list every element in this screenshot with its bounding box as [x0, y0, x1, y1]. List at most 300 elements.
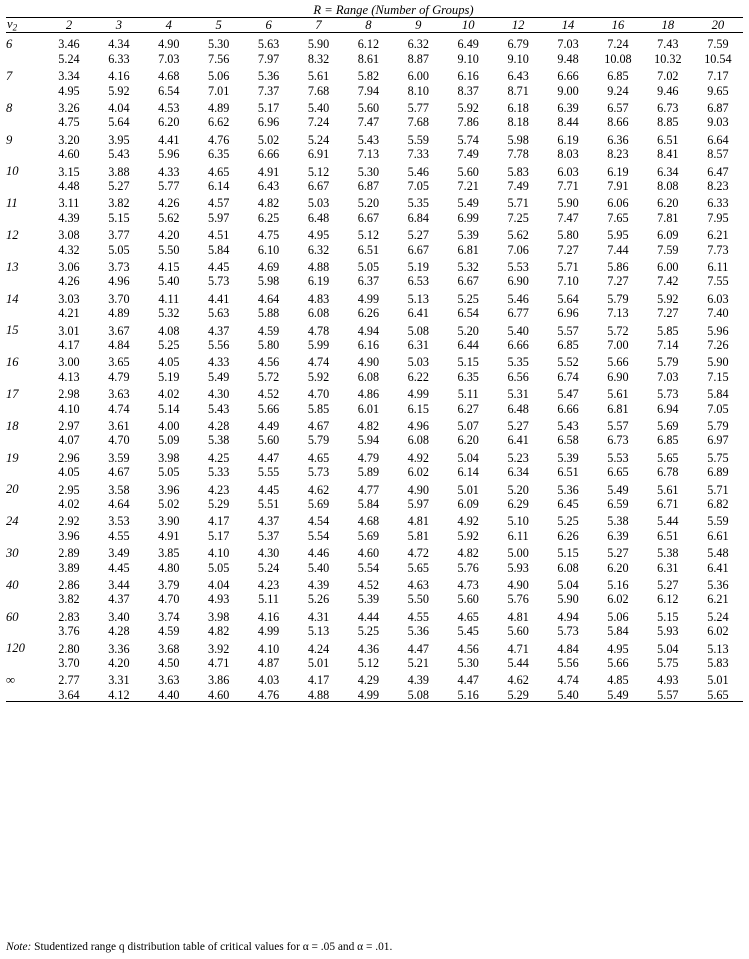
- cell-alpha05: 5.53: [507, 259, 529, 274]
- table-row: [6, 669, 743, 687]
- cell-alpha01: 6.08: [407, 433, 429, 448]
- cell-alpha05: 3.26: [58, 100, 80, 115]
- cell-alpha05: 4.86: [357, 387, 380, 402]
- cell-alpha01: 5.84: [208, 242, 230, 257]
- cell-alpha01: 3.64: [58, 687, 80, 702]
- cell-alpha01: 8.23: [607, 147, 629, 162]
- cell-alpha05: 6.19: [607, 164, 629, 179]
- cell-alpha01: 4.99: [257, 624, 280, 639]
- column-header-10: 10: [461, 17, 475, 32]
- cell-alpha01: 5.05: [208, 560, 230, 575]
- cell-alpha01: 6.74: [557, 369, 579, 384]
- cell-alpha05: 5.53: [607, 450, 629, 465]
- cell-alpha01: 9.65: [707, 83, 729, 98]
- cell-alpha05: 6.03: [557, 164, 579, 179]
- cell-alpha05: 3.61: [108, 418, 130, 433]
- cell-alpha01: 5.69: [357, 528, 380, 543]
- cell-alpha05: 4.16: [257, 609, 280, 624]
- cell-alpha05: 5.36: [557, 482, 579, 497]
- cell-alpha01: 6.87: [357, 178, 380, 193]
- table-row: [6, 33, 743, 51]
- cell-alpha05: 5.20: [507, 482, 529, 497]
- cell-alpha05: 4.56: [457, 641, 479, 656]
- cell-alpha05: 4.77: [357, 482, 380, 497]
- cell-alpha01: 6.02: [607, 592, 629, 607]
- cell-alpha05: 6.79: [507, 37, 529, 52]
- cell-alpha01: 4.60: [58, 147, 80, 162]
- cell-alpha01: 5.14: [158, 401, 180, 416]
- cell-alpha01: 5.54: [357, 560, 380, 575]
- cell-alpha05: 5.30: [357, 164, 380, 179]
- cell-alpha01: 5.57: [657, 687, 679, 702]
- cell-alpha05: 3.79: [158, 577, 180, 592]
- cell-alpha01: 9.48: [557, 51, 579, 66]
- row-df-label: 18: [6, 418, 19, 433]
- df-subscript: 2: [12, 22, 18, 33]
- cell-alpha05: 3.20: [58, 132, 80, 147]
- cell-alpha01: 7.42: [657, 274, 679, 289]
- cell-alpha01: 8.66: [607, 115, 629, 130]
- cell-alpha05: 4.45: [208, 259, 230, 274]
- column-header-12: 12: [511, 17, 525, 32]
- cell-alpha01: 7.71: [557, 178, 579, 193]
- table-top-header-row: [6, 4, 743, 17]
- cell-alpha01: 6.51: [657, 528, 679, 543]
- cell-alpha05: 4.34: [108, 37, 130, 52]
- cell-alpha01: 10.54: [704, 51, 732, 66]
- column-header-6: 6: [265, 17, 272, 32]
- cell-alpha05: 4.52: [257, 387, 280, 402]
- table-row: [6, 146, 743, 160]
- cell-alpha05: 4.44: [357, 609, 380, 624]
- cell-alpha05: 5.66: [607, 355, 629, 370]
- cell-alpha01: 6.94: [657, 401, 679, 416]
- cell-alpha01: 6.34: [507, 465, 529, 480]
- cell-alpha05: 4.62: [307, 482, 330, 497]
- cell-alpha01: 5.85: [307, 401, 330, 416]
- cell-alpha05: 5.43: [557, 418, 579, 433]
- cell-alpha01: 6.29: [507, 496, 529, 511]
- cell-alpha01: 8.57: [707, 147, 729, 162]
- cell-alpha05: 3.73: [108, 259, 130, 274]
- cell-alpha05: 6.34: [657, 164, 679, 179]
- cell-alpha01: 7.33: [407, 147, 429, 162]
- cell-alpha01: 6.20: [607, 560, 629, 575]
- row-df-spacer: [6, 591, 44, 605]
- cell-alpha05: 5.02: [257, 132, 280, 147]
- cell-alpha05: 6.64: [707, 132, 729, 147]
- cell-alpha01: 7.15: [707, 369, 729, 384]
- table-row: [6, 542, 743, 560]
- cell-alpha05: 3.11: [58, 196, 80, 211]
- cell-alpha01: 7.94: [357, 83, 380, 98]
- cell-alpha01: 8.10: [407, 83, 429, 98]
- cell-alpha05: 5.04: [457, 450, 479, 465]
- cell-alpha01: 5.27: [108, 178, 130, 193]
- cell-alpha01: 6.43: [257, 178, 280, 193]
- cell-alpha05: 5.64: [557, 291, 579, 306]
- cell-alpha05: 3.00: [58, 355, 80, 370]
- cell-alpha01: 5.12: [357, 655, 380, 670]
- cell-alpha01: 7.37: [257, 83, 280, 98]
- cell-alpha01: 5.65: [407, 560, 429, 575]
- cell-alpha01: 4.05: [58, 465, 80, 480]
- cell-alpha01: 6.77: [507, 306, 529, 321]
- cell-alpha05: 3.70: [108, 291, 130, 306]
- cell-alpha05: 6.16: [457, 69, 479, 84]
- cell-alpha01: 5.05: [158, 465, 180, 480]
- cell-alpha01: 7.05: [707, 401, 729, 416]
- cell-alpha05: 6.03: [707, 291, 729, 306]
- cell-alpha05: 4.90: [357, 355, 380, 370]
- cell-alpha01: 5.08: [407, 687, 429, 702]
- cell-alpha05: 4.65: [307, 450, 330, 465]
- cell-alpha05: 5.19: [407, 259, 429, 274]
- cell-alpha01: 5.43: [208, 401, 230, 416]
- cell-alpha05: 5.15: [557, 546, 579, 561]
- cell-alpha05: 5.25: [557, 514, 579, 529]
- cell-alpha01: 4.02: [58, 496, 80, 511]
- cell-alpha05: 5.80: [557, 228, 579, 243]
- cell-alpha05: 4.46: [307, 546, 330, 561]
- column-header-2: 2: [65, 17, 73, 32]
- cell-alpha05: 4.56: [257, 355, 280, 370]
- row-df-label: 17: [6, 386, 19, 401]
- cell-alpha05: 3.01: [58, 323, 80, 338]
- cell-alpha01: 8.44: [557, 115, 579, 130]
- cell-alpha05: 5.69: [657, 418, 679, 433]
- cell-alpha01: 6.26: [357, 306, 380, 321]
- cell-alpha05: 2.80: [58, 641, 80, 656]
- cell-alpha01: 5.49: [607, 687, 629, 702]
- column-header-7: 7: [315, 17, 322, 32]
- row-df-spacer: [6, 273, 44, 287]
- cell-alpha01: 4.17: [58, 337, 80, 352]
- cell-alpha01: 5.50: [407, 592, 429, 607]
- row-df-spacer: [6, 401, 44, 415]
- cell-alpha05: 6.12: [357, 37, 380, 52]
- cell-alpha05: 3.98: [158, 450, 180, 465]
- cell-alpha05: 7.03: [557, 37, 579, 52]
- table-row: [6, 97, 743, 115]
- cell-alpha01: 4.32: [58, 242, 80, 257]
- cell-alpha01: 5.76: [457, 560, 479, 575]
- cell-alpha05: 5.46: [407, 164, 429, 179]
- cell-alpha01: 5.62: [158, 210, 180, 225]
- cell-alpha05: 5.62: [507, 228, 529, 243]
- cell-alpha05: 4.20: [158, 228, 180, 243]
- cell-alpha05: 5.71: [507, 196, 529, 211]
- cell-alpha05: 4.89: [208, 100, 230, 115]
- row-df-label: ∞: [6, 673, 15, 688]
- cell-alpha01: 4.59: [158, 624, 180, 639]
- cell-alpha05: 4.90: [407, 482, 429, 497]
- cell-alpha01: 4.80: [158, 560, 180, 575]
- cell-alpha01: 4.87: [257, 655, 280, 670]
- cell-alpha05: 5.60: [457, 164, 479, 179]
- cell-alpha05: 3.85: [158, 546, 180, 561]
- cell-alpha05: 4.74: [557, 673, 579, 688]
- cell-alpha05: 3.92: [208, 641, 230, 656]
- cell-alpha01: 6.54: [457, 306, 479, 321]
- cell-alpha01: 6.96: [257, 115, 280, 130]
- cell-alpha05: 4.79: [357, 450, 380, 465]
- cell-alpha05: 3.59: [108, 450, 130, 465]
- cell-alpha01: 7.03: [657, 369, 679, 384]
- cell-alpha01: 6.61: [707, 528, 729, 543]
- table-row: [6, 369, 743, 383]
- cell-alpha05: 6.06: [607, 196, 629, 211]
- cell-alpha05: 5.39: [457, 228, 479, 243]
- cell-alpha05: 4.72: [407, 546, 429, 561]
- cell-alpha05: 6.36: [607, 132, 629, 147]
- cell-alpha01: 5.24: [257, 560, 280, 575]
- table-row: [6, 224, 743, 242]
- table-row: [6, 210, 743, 224]
- cell-alpha05: 5.39: [557, 450, 579, 465]
- cell-alpha01: 4.48: [58, 178, 80, 193]
- cell-alpha05: 3.63: [158, 673, 180, 688]
- cell-alpha01: 7.25: [507, 210, 529, 225]
- cell-alpha01: 7.49: [507, 178, 529, 193]
- cell-alpha01: 5.60: [507, 624, 529, 639]
- cell-alpha01: 6.33: [108, 51, 130, 66]
- cell-alpha05: 5.40: [307, 100, 330, 115]
- cell-alpha01: 5.97: [208, 210, 230, 225]
- cell-alpha01: 6.51: [357, 242, 380, 257]
- cell-alpha01: 4.37: [108, 592, 130, 607]
- row-df-spacer: [6, 623, 44, 637]
- table-row: [6, 337, 743, 351]
- cell-alpha05: 4.94: [357, 323, 380, 338]
- cell-alpha01: 8.18: [507, 115, 529, 130]
- cell-alpha01: 5.33: [208, 465, 230, 480]
- cell-alpha01: 7.05: [407, 178, 429, 193]
- cell-alpha01: 6.27: [457, 401, 479, 416]
- cell-alpha01: 4.45: [108, 560, 130, 575]
- cell-alpha01: 6.66: [507, 337, 529, 352]
- column-header-5: 5: [215, 17, 222, 32]
- row-df-label: 11: [6, 196, 18, 211]
- cell-alpha05: 4.04: [108, 100, 130, 115]
- cell-alpha01: 9.10: [507, 51, 529, 66]
- cell-alpha05: 5.38: [657, 546, 679, 561]
- cell-alpha05: 4.23: [257, 577, 280, 592]
- cell-alpha05: 4.47: [257, 450, 280, 465]
- cell-alpha01: 4.07: [58, 433, 80, 448]
- column-header-8: 8: [365, 17, 372, 32]
- cell-alpha01: 6.53: [407, 274, 429, 289]
- cell-alpha01: 5.69: [307, 496, 330, 511]
- cell-alpha05: 4.47: [457, 673, 479, 688]
- cell-alpha05: 5.40: [507, 323, 529, 338]
- cell-alpha01: 5.92: [457, 528, 479, 543]
- cell-alpha01: 6.31: [407, 337, 429, 352]
- cell-alpha05: 5.61: [607, 387, 629, 402]
- cell-alpha01: 8.03: [557, 147, 579, 162]
- row-df-spacer: [6, 210, 44, 224]
- cell-alpha01: 5.55: [257, 465, 280, 480]
- cell-alpha01: 6.02: [407, 465, 429, 480]
- cell-alpha05: 3.95: [108, 132, 130, 147]
- cell-alpha01: 5.49: [208, 369, 230, 384]
- cell-alpha01: 6.14: [457, 465, 479, 480]
- cell-alpha01: 4.91: [158, 528, 180, 543]
- cell-alpha05: 4.10: [208, 546, 230, 561]
- cell-alpha01: 6.39: [607, 528, 629, 543]
- cell-alpha05: 5.48: [707, 546, 729, 561]
- cell-alpha05: 4.53: [158, 100, 180, 115]
- cell-alpha01: 6.26: [557, 528, 579, 543]
- cell-alpha01: 5.60: [457, 592, 479, 607]
- cell-alpha05: 6.85: [607, 69, 629, 84]
- row-df-spacer: [6, 51, 44, 65]
- cell-alpha01: 4.96: [108, 274, 130, 289]
- cell-alpha05: 3.63: [108, 387, 130, 402]
- cell-alpha05: 5.11: [457, 387, 479, 402]
- cell-alpha01: 6.09: [457, 496, 479, 511]
- cell-alpha05: 2.89: [58, 546, 80, 561]
- cell-alpha01: 6.41: [707, 560, 729, 575]
- cell-alpha01: 6.48: [507, 401, 529, 416]
- cell-alpha05: 4.37: [257, 514, 280, 529]
- table-row: [6, 528, 743, 542]
- cell-alpha01: 6.97: [707, 433, 729, 448]
- cell-alpha05: 4.99: [407, 387, 429, 402]
- cell-alpha05: 5.83: [507, 164, 529, 179]
- df-column-header: $v_2$: [7, 16, 18, 33]
- cell-alpha01: 6.15: [407, 401, 429, 416]
- cell-alpha01: 7.95: [707, 210, 729, 225]
- cell-alpha05: 7.24: [607, 37, 629, 52]
- row-df-label: 15: [6, 323, 19, 338]
- cell-alpha01: 4.79: [108, 369, 130, 384]
- cell-alpha05: 4.82: [457, 546, 479, 561]
- cell-alpha05: 5.12: [357, 228, 380, 243]
- cell-alpha05: 2.96: [58, 450, 80, 465]
- cell-alpha05: 5.63: [257, 37, 280, 52]
- cell-alpha05: 3.46: [58, 37, 80, 52]
- cell-alpha01: 6.25: [257, 210, 280, 225]
- cell-alpha05: 3.96: [158, 482, 180, 497]
- cell-alpha01: 5.76: [507, 592, 529, 607]
- table-row: [6, 591, 743, 605]
- cell-alpha05: 4.41: [208, 291, 230, 306]
- cell-alpha05: 4.73: [457, 577, 479, 592]
- cell-alpha01: 5.24: [58, 51, 80, 66]
- cell-alpha05: 3.53: [108, 514, 130, 529]
- row-df-label: 14: [6, 291, 19, 306]
- cell-alpha01: 5.21: [407, 655, 429, 670]
- cell-alpha01: 8.85: [657, 115, 679, 130]
- cell-alpha05: 3.06: [58, 259, 80, 274]
- cell-alpha01: 8.41: [657, 147, 679, 162]
- cell-alpha01: 8.87: [407, 51, 429, 66]
- cell-alpha05: 5.59: [407, 132, 429, 147]
- cell-alpha05: 4.81: [507, 609, 529, 624]
- cell-alpha01: 5.60: [257, 433, 280, 448]
- cell-alpha05: 4.84: [557, 641, 579, 656]
- cell-alpha01: 5.84: [607, 624, 629, 639]
- row-df-label: 19: [6, 450, 19, 465]
- cell-alpha01: 9.00: [557, 83, 579, 98]
- cell-alpha01: 5.40: [158, 274, 180, 289]
- cell-alpha05: 4.30: [208, 387, 230, 402]
- cell-alpha01: 7.55: [707, 274, 729, 289]
- cell-alpha05: 5.27: [607, 546, 629, 561]
- cell-alpha01: 7.27: [657, 306, 679, 321]
- cell-alpha05: 4.90: [158, 37, 180, 52]
- cell-alpha05: 6.47: [707, 164, 729, 179]
- cell-alpha05: 2.92: [58, 514, 80, 529]
- cell-alpha05: 4.83: [307, 291, 330, 306]
- cell-alpha01: 3.70: [58, 655, 80, 670]
- cell-alpha05: 5.73: [657, 387, 679, 402]
- cell-alpha05: 4.49: [257, 418, 280, 433]
- cell-alpha01: 6.89: [707, 465, 729, 480]
- cell-alpha01: 5.65: [707, 687, 729, 702]
- cell-alpha05: 3.40: [108, 609, 130, 624]
- cell-alpha01: 6.44: [457, 337, 479, 352]
- cell-alpha05: 5.07: [457, 418, 479, 433]
- cell-alpha05: 5.20: [457, 323, 479, 338]
- cell-alpha05: 4.33: [158, 164, 180, 179]
- cell-alpha01: 5.40: [557, 687, 579, 702]
- cell-alpha05: 4.16: [108, 69, 130, 84]
- row-df-spacer: [6, 496, 44, 510]
- cell-alpha01: 6.81: [607, 401, 629, 416]
- cell-alpha05: 4.08: [158, 323, 180, 338]
- table-row: [6, 687, 743, 701]
- table-row: [6, 432, 743, 446]
- cell-alpha05: 5.03: [407, 355, 429, 370]
- cell-alpha05: 4.96: [407, 418, 429, 433]
- cell-alpha01: 6.35: [208, 147, 230, 162]
- cell-alpha05: 3.36: [108, 641, 130, 656]
- cell-alpha05: 5.38: [607, 514, 629, 529]
- cell-alpha01: 4.40: [158, 687, 180, 702]
- cell-alpha01: 4.95: [58, 83, 80, 98]
- cell-alpha05: 4.04: [208, 577, 230, 592]
- cell-alpha05: 4.11: [158, 291, 180, 306]
- cell-alpha01: 7.21: [457, 178, 479, 193]
- column-header-9: 9: [415, 17, 422, 32]
- cell-alpha01: 6.56: [507, 369, 529, 384]
- row-df-label: 12: [6, 227, 19, 242]
- cell-alpha05: 4.95: [307, 228, 330, 243]
- row-df-label: 16: [6, 355, 19, 370]
- cell-alpha01: 6.85: [657, 433, 679, 448]
- cell-alpha01: 6.59: [607, 496, 629, 511]
- cell-alpha01: 6.85: [557, 337, 579, 352]
- cell-alpha05: 3.65: [108, 355, 130, 370]
- cell-alpha05: 3.31: [108, 673, 130, 688]
- row-df-spacer: [6, 337, 44, 351]
- cell-alpha05: 5.15: [457, 355, 479, 370]
- cell-alpha01: 5.51: [257, 496, 280, 511]
- cell-alpha01: 5.45: [457, 624, 479, 639]
- cell-alpha05: 5.59: [707, 514, 729, 529]
- cell-alpha01: 8.32: [307, 51, 330, 66]
- cell-alpha05: 4.02: [158, 387, 180, 402]
- cell-alpha01: 7.68: [407, 115, 429, 130]
- cell-alpha05: 5.47: [557, 387, 579, 402]
- cell-alpha01: 6.12: [657, 592, 679, 607]
- cell-alpha05: 3.98: [208, 609, 230, 624]
- cell-alpha01: 5.98: [257, 274, 280, 289]
- cell-alpha05: 4.17: [307, 673, 330, 688]
- cell-alpha05: 5.95: [607, 228, 629, 243]
